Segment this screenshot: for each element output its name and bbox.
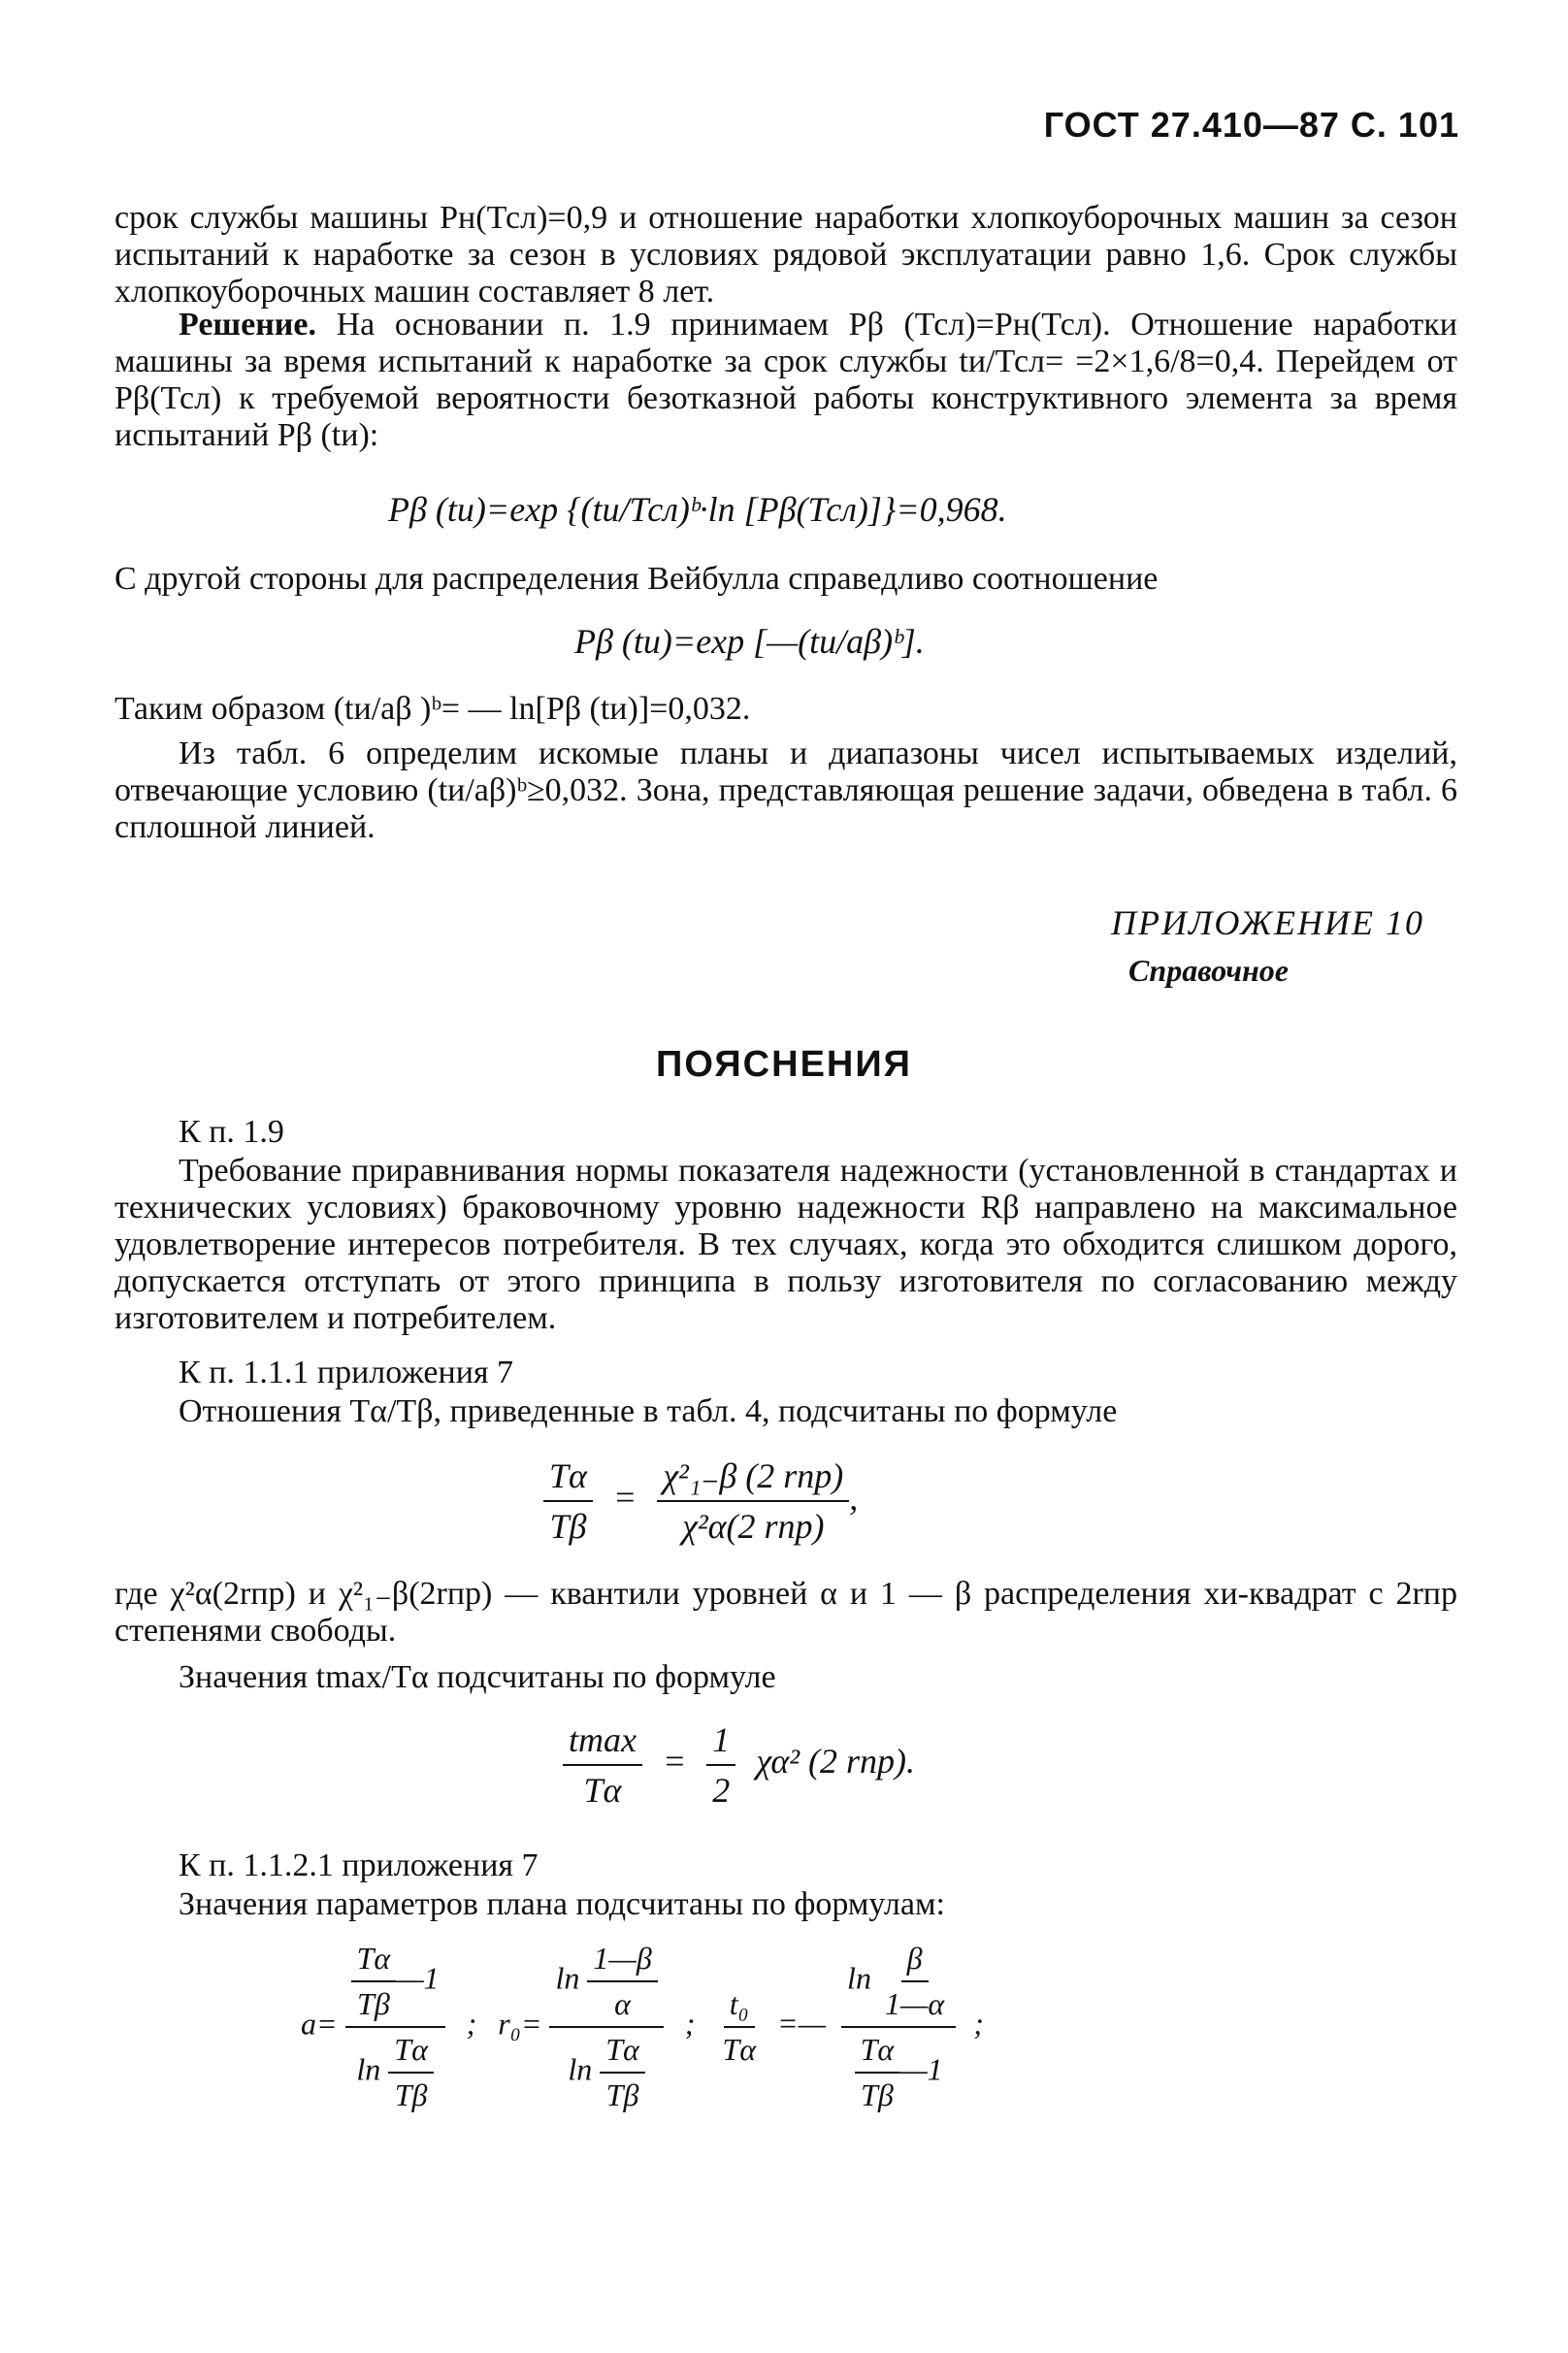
formula-5-t-eq: =— <box>777 2006 827 2042</box>
formula-5-a-den <box>350 2028 439 2113</box>
formula-5-tr-den-frac <box>855 2032 900 2113</box>
formula-1: Pβ (tи)=exp {(tи/Тсл)ᵇ·ln [Pβ(Тсл)]}=0,968. <box>388 490 1007 529</box>
paragraph-2 <box>114 307 1457 454</box>
formula-5-a-num <box>345 1941 445 2028</box>
formula-4-tail: χα² (2 rпр). <box>756 1742 916 1781</box>
formula-5-tr-num-top: β <box>901 1941 929 1982</box>
formula-5-a-den-frac <box>388 2032 434 2113</box>
formula-3-rhs-num: χ²₁₋β (2 rпр) <box>657 1455 849 1502</box>
formula-5-sep3: ; <box>973 2006 984 2042</box>
formula-5-tr-num-bot: 1—α <box>884 1986 945 2021</box>
formula-5-r-num-ln: ln <box>555 1960 580 1996</box>
formula-3-lhs <box>543 1455 593 1547</box>
formula-5-tr-den <box>849 2028 949 2113</box>
formula-5-r-num-top: 1—β <box>587 1941 657 1982</box>
section-title: ПОЯСНЕНИЯ <box>656 1044 912 1085</box>
ref-k19: К п. 1.9 <box>179 1114 284 1150</box>
formula-5-tr <box>841 1941 956 2113</box>
formula-4-lhs-den: Тα <box>583 1771 622 1810</box>
page-header: ГОСТ 27.410—87 С. 101 <box>1043 105 1459 145</box>
formula-5-tr-den-top: Тα <box>855 2032 900 2074</box>
paragraph-8: где χ²α(2rпр) и χ²₁₋β(2rпр) — квантили уровней α и 1 — β распределения хи-квадрат с 2rпр степенями свободы. <box>114 1576 1457 1649</box>
formula-5-sep2: ; <box>684 2006 696 2042</box>
formula-5-tr-den-bot: Тβ <box>861 2077 894 2112</box>
formula-3-lhs-den: Тβ <box>549 1507 587 1546</box>
formula-5-r-den-ln: ln <box>568 2051 593 2087</box>
appendix-subtitle: Справочное <box>1128 953 1289 988</box>
formula-4-rhs-num: 1 <box>706 1719 735 1766</box>
formula-5-a-num-frac <box>351 1941 397 2022</box>
formula-5-t <box>716 1986 762 2068</box>
paragraph-7: Отношения Тα/Тβ, приведенные в табл. 4, подсчитаны по формуле <box>179 1393 1118 1429</box>
formula-5-r-label: r₀= <box>498 2006 542 2042</box>
paragraph-6: Требование приравнивания нормы показателя надежности (установленной в стандартах и технических условиях) браковочному уровню надежности Rβ направлено на максимальное удовлетворение интересов потребителя. В тех случаях, когда это обходится слишком дорого, допускается отступать от этого принципа в пользу изготовителя по согласованию между изготовителем и потребителем. <box>114 1153 1457 1336</box>
formula-3-lhs-num: Тα <box>543 1455 593 1502</box>
formula-5-a-den-bot: Тβ <box>394 2077 428 2112</box>
formula-4-lhs <box>563 1719 642 1811</box>
formula-5-a <box>345 1941 445 2113</box>
formula-5-a-num-top: Тα <box>351 1941 397 1982</box>
formula-3: $\frac{Т\alpha}{Т\beta}$ = $\frac{\text{χ²₁₋β (2 rпр)}}{\text{χ²α(2 rпр)}}$ , <box>543 1455 858 1547</box>
formula-5-t-den: Тα <box>722 2032 756 2067</box>
formula-2: Pβ (tи)=exp [—(tи/aβ)ᵇ]. <box>574 622 925 661</box>
paragraph-3: С другой стороны для распределения Вейбулла справедливо соотношение <box>114 561 1159 597</box>
paragraph-4: Таким образом (tи/aβ )ᵇ= — ln[Pβ (tи)]=0,032. <box>114 691 751 727</box>
formula-5-r-den <box>562 2028 650 2113</box>
formula-5-r-den-top: Тα <box>600 2032 645 2074</box>
formula-5-r <box>549 1941 663 2113</box>
formula-5-tr-num <box>841 1941 956 2028</box>
formula-3-rhs-den: χ²α(2 rпр) <box>682 1507 825 1546</box>
formula-4-lhs-num: tmax <box>563 1719 642 1766</box>
formula-5-r-num-frac <box>587 1941 657 2022</box>
formula-5-tr-num-ln: ln <box>847 1960 871 1996</box>
appendix-title: ПРИЛОЖЕНИЕ 10 <box>1111 903 1424 942</box>
formula-4-rhs-den: 2 <box>712 1771 731 1810</box>
paragraph-1: срок службы машины Pн(Тсл)=0,9 и отношение наработки хлопкоуборочных машин за сезон испытаний к наработке за сезон в условиях рядовой эксплуатации равно 1,6. Срок службы хлопкоуборочных машин составляет 8 лет. <box>114 200 1457 310</box>
formula-3-rhs <box>657 1455 849 1547</box>
formula-5-r-num-bot: α <box>614 1986 631 2021</box>
paragraph-9: Значения tmax/Тα подсчитаны по формуле <box>179 1659 776 1695</box>
formula-5-r-den-frac <box>600 2032 645 2113</box>
paragraph-5: Из табл. 6 определим искомые планы и диапазоны чисел испытываемых изделий, отвечающие условию (tи/aβ)ᵇ≥0,032. Зона, представляющая решение задачи, обведена в табл. 6 сплошной линией. <box>114 735 1457 845</box>
formula-5-r-den-bot: Тβ <box>605 2077 639 2112</box>
formula-5-a-label: a= <box>301 2006 338 2042</box>
formula-5-a-minus: —1 <box>396 1960 440 1996</box>
formula-5-a-num-bot: Тβ <box>357 1986 390 2021</box>
formula-4-rhs <box>706 1719 735 1811</box>
formula-5-r-num <box>549 1941 663 2028</box>
formula-5 <box>301 1941 984 2113</box>
formula-5-a-den-top: Тα <box>388 2032 434 2074</box>
formula-5-t-num: t₀ <box>724 1986 755 2028</box>
formula-5-tr-num-frac <box>879 1941 950 2022</box>
formula-5-tr-den-minus: —1 <box>899 2051 943 2087</box>
solution-label: Решение. <box>179 307 316 343</box>
formula-4: $\frac{tmax}{Т\alpha}$ = $\frac{1}{2}$ χα² (2 rпр). <box>563 1719 915 1811</box>
formula-5-sep1: ; <box>466 2006 477 2042</box>
ref-k111: К п. 1.1.1 приложения 7 <box>179 1355 514 1390</box>
ref-k1121: К п. 1.1.2.1 приложения 7 <box>179 1847 539 1883</box>
formula-5-a-den-ln: ln <box>356 2051 381 2087</box>
paragraph-2-text: На основании п. 1.9 принимаем Pβ (Тсл)=Pн(Тсл). Отношение наработки машины за время испытаний к наработке за срок службы tи/Тсл= =2×1,6/8=0,4. Перейдем от Pβ(Тсл) к требуемой вероятности безотказной работы конструктивного элемента за время испытаний Pβ (tи): <box>114 307 1457 453</box>
paragraph-10: Значения параметров плана подсчитаны по формулам: <box>179 1886 945 1922</box>
